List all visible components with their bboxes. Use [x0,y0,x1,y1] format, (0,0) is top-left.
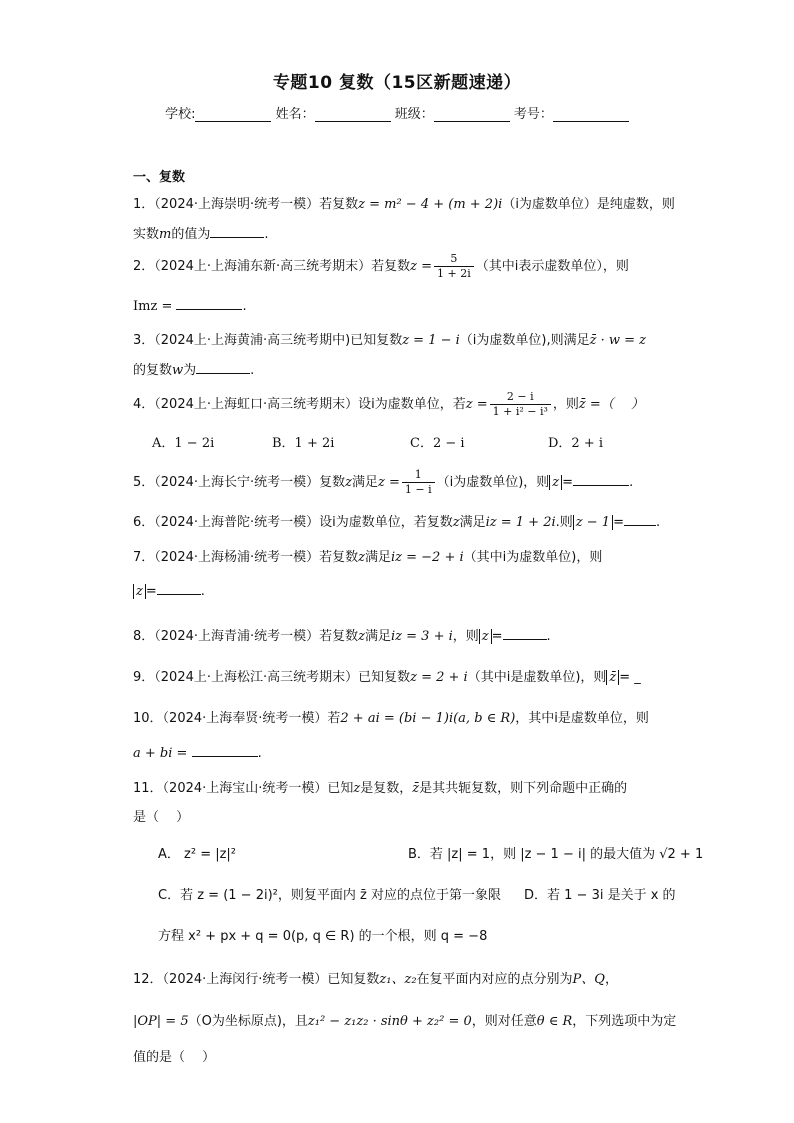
q4-text-b: ，则 [552,397,579,412]
q8-condition: iz = 3 + i [391,629,453,644]
q2-denominator: 1 + 2i [437,267,471,280]
question-10-line-1 [133,707,649,726]
q12-op-modulus: |OP| = 5 [133,1014,189,1029]
q11-conjugate: z̄ [412,781,420,796]
q5-lhs: z = [378,475,400,490]
q2-fraction [434,252,474,281]
q12-text-b: 在复平面内对应的点分别为 [416,972,573,987]
question-2-line-1 [133,252,629,281]
q11-text-c: 是其共轭复数，则下列命题中正确的 [419,781,628,796]
q2-numerator: 5 [434,252,474,267]
q10-answer-blank[interactable] [192,745,258,757]
question-11-line-1 [133,777,627,796]
q1-answer-blank[interactable] [210,226,264,238]
q4-option-d[interactable]: D．2 + i [548,436,604,451]
q12-text-c: ， [604,972,618,987]
q2-text-c: Imz = [133,299,173,314]
q11-variable: z [353,781,361,796]
q1-text-d: 的值为 [171,227,211,242]
question-11-line-2: 是（ ） [133,810,190,825]
q7-text-a: 7．（2024·上海杨浦·统考一模）若复数 [133,550,359,565]
number-blank[interactable] [553,107,629,122]
q4-text-a: 4．（2024上·上海虹口·高三统考期末）设i为虚数单位，若 [133,397,466,412]
q4-text-c: z̄ =（ ） [578,397,644,412]
q6-variable: z [452,515,460,530]
q8-variable: z [358,629,365,644]
q4-denominator: 1 + i² − i³ [492,405,548,418]
q7-abs: z [133,584,146,599]
q5-text-d: = [562,475,574,490]
question-5-line [133,468,633,497]
q5-text-e: . [629,475,634,490]
q1-text-b: （i为虚数单位）是纯虚数，则 [502,197,675,212]
q8-answer-blank[interactable] [503,628,547,640]
q4-lhs: z = [465,397,488,412]
section-heading: 一、复数 [133,170,186,185]
q3-text-b: （i为虚数单位),则满足 [459,333,590,348]
school-blank[interactable] [195,107,271,122]
q12-theta: θ ∈ R [536,1014,573,1029]
q4-option-a[interactable]: A．1 − 2i [152,436,215,451]
q5-fraction [402,468,435,497]
q9-abs: z̄ [606,670,619,685]
q7-variable: z [358,550,365,565]
q7-answer-blank[interactable] [157,583,201,595]
q2-text-b: （其中i表示虚数单位），则 [475,259,629,274]
q10-expression: 2 + ai = (bi − 1)i(a, b ∈ R) [340,711,516,726]
q10-text-b: ，其中i是虚数单位，则 [515,711,649,726]
question-7-line-1 [133,546,602,565]
q6-text-b: 满足 [459,515,486,530]
q2-answer-blank[interactable] [176,298,242,310]
q11-text-a: 11．（2024·上海宝山·统考一模）已知 [133,781,354,796]
q3-variable: w [172,363,184,378]
q6-answer-blank[interactable] [624,514,656,526]
q1-text-a: 1．（2024·上海崇明·统考一模）若复数 [133,197,359,212]
q8-text-d: = [491,629,503,644]
q12-text-a: 12．（2024·上海闵行·统考一模）已知复数 [133,972,380,987]
q11-text-b: 是复数， [360,781,413,796]
q12-text-d: （O为坐标原点)，且 [188,1014,308,1029]
q11-option-c[interactable]: C．若 z = (1 − 2i)²，则复平面内 z̄ 对应的点位于第一象限 [158,888,501,903]
q1-variable: m [159,227,172,242]
name-blank[interactable] [315,107,391,122]
q5-denominator: 1 − i [404,483,432,496]
name-label: 姓名： [275,107,315,122]
class-blank[interactable] [434,107,510,122]
q5-text-a: 5．（2024·上海长宁·统考一模）复数 [133,475,346,490]
q8-text-c: ，则 [452,629,479,644]
question-12-line-1 [133,968,618,987]
q5-text-c: （i为虚数单位)，则 [436,475,550,490]
q7-text-d: = [145,584,157,599]
question-1-line-2 [133,223,269,242]
question-3-line-1 [133,329,646,348]
q2-lhs: z = [410,259,432,274]
q11-option-b[interactable]: B．若 |z| = 1，则 |z − 1 − i| 的最大值为 √2 + 1 [408,847,704,862]
q3-expression: z = 1 − i [402,333,460,348]
q3-answer-blank[interactable] [196,362,250,374]
q6-abs: z − 1 [573,515,613,530]
q7-text-e: . [200,584,205,599]
q1-text-e: . [264,227,269,242]
q12-equation: z₁² − z₁z₂ · sinθ + z₂² = 0 [307,1014,472,1029]
question-3-line-2 [133,359,254,378]
q4-option-c[interactable]: C．2 − i [410,436,465,451]
q6-condition: iz = 1 + 2i [485,515,556,530]
q12-text-e: ，则对任意 [471,1014,537,1029]
q8-text-e: . [546,629,551,644]
q6-text-a: 6．（2024·上海普陀·统考一模）设i为虚数单位，若复数 [133,515,453,530]
class-label: 班级： [394,107,434,122]
question-9-line [133,666,641,685]
question-6-line [133,511,660,530]
q3-text-d: 为 [183,363,197,378]
q11-option-a[interactable]: A． z² = |z|² [158,847,237,862]
q7-condition: iz = −2 + i [391,550,464,565]
q12-points-pq: P、Q [572,972,605,987]
q5-numerator: 1 [402,468,435,483]
school-label: 学校: [165,107,196,122]
q5-variable: z [345,475,352,490]
q5-answer-blank[interactable] [573,474,629,486]
q4-numerator: 2 − i [490,390,551,405]
q1-expression: z = m² − 4 + (m + 2)i [358,197,503,212]
q3-text-a: 3．（2024上·上海黄浦·高三统考期中)已知复数 [133,333,403,348]
q5-text-b: 满足 [351,475,378,490]
q9-text-a: 9．（2024上·上海松江·高三统考期末）已知复数 [133,670,411,685]
q11-option-d-continued: 方程 x² + px + q = 0(p, q ∈ R) 的一个根，则 q = −8 [158,929,488,944]
question-2-line-2 [133,298,247,314]
q2-text-a: 2．（2024上·上海浦东新·高三统考期末）若复数 [133,259,411,274]
question-1-line-1 [133,193,675,212]
question-12-line-3: 值的是（ ） [133,1050,216,1065]
question-10-line-2 [133,745,262,761]
page-title: 专题10 复数（15区新题速递） [272,73,522,93]
q8-text-a: 8．（2024·上海青浦·统考一模）若复数 [133,629,359,644]
q8-abs: z [479,629,492,644]
question-7-line-2 [133,583,205,599]
q10-text-d: . [257,746,262,761]
q10-text-a: 10．（2024·上海奉贤·统考一模）若 [133,711,341,726]
q4-option-b[interactable]: B．1 + 2i [272,436,335,451]
q2-text-d: . [242,299,247,314]
q6-text-c: .则 [555,515,573,530]
q12-z1-z2: z₁、z₂ [379,972,417,987]
q5-abs: z [549,475,562,490]
q6-text-e: . [655,515,661,530]
q3-text-c: 的复数 [133,363,173,378]
number-label: 考号： [513,107,553,122]
q11-option-d[interactable]: D．若 1 − 3i 是关于 x 的 [524,888,676,903]
q12-text-f: ，下列选项中为定 [572,1014,677,1029]
question-4-line-1 [133,390,644,419]
q7-text-b: 满足 [364,550,391,565]
question-12-line-2 [133,1010,676,1029]
q9-text-d: = _ [619,670,641,685]
q3-condition: z̄ · w = z [589,333,647,348]
question-8-line [133,625,551,644]
q3-text-e: . [250,363,255,378]
student-info-row [0,103,794,122]
q6-text-d: = [613,515,624,530]
q10-text-c: a + bi = [133,746,188,761]
q9-text-b: （其中i是虚数单位)，则 [467,670,607,685]
q4-fraction [490,390,551,419]
q1-text-c: 实数 [133,227,160,242]
q9-expression: z = 2 + i [410,670,468,685]
q8-text-b: 满足 [364,629,391,644]
q7-text-c: （其中i为虚数单位)，则 [463,550,603,565]
